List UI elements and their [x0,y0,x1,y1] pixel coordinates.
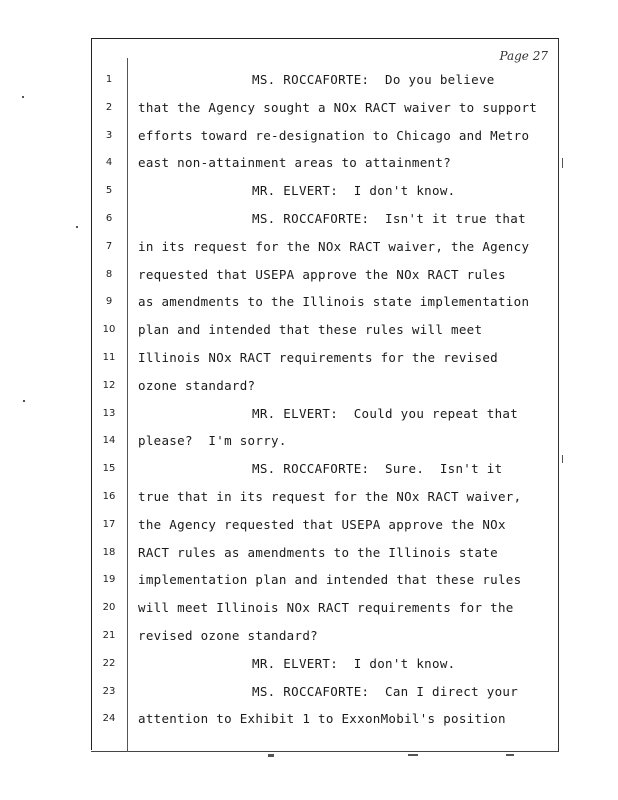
line-text: please? I'm sorry. [138,433,287,449]
line-text: MS. ROCCAFORTE: Sure. Isn't it [252,461,503,477]
line-text: requested that USEPA approve the NOx RACT rules [138,266,506,282]
transcript-line [0,348,618,368]
transcript-line [0,570,618,590]
transcript-line [0,126,618,146]
transcript-line [0,70,618,90]
line-text: implementation plan and intended that these rules [138,572,522,588]
transcript-line [0,292,618,312]
page-number-label: Page 27 [499,49,548,63]
line-text: MS. ROCCAFORTE: Do you believe [252,72,495,87]
line-text: will meet Illinois NOx RACT requirements for the [138,600,514,616]
transcript-line [0,682,618,702]
line-text: MR. ELVERT: Could you repeat that [252,405,519,421]
line-number: 11 [102,352,116,363]
line-text: the Agency requested that USEPA approve the NOx [138,516,506,532]
transcript-line [0,181,618,201]
line-text: ozone standard? [138,377,256,393]
line-number: 16 [102,491,116,502]
scan-speck [562,455,563,463]
transcript-line [0,459,618,479]
line-text: RACT rules as amendments to the Illinois state [138,544,498,560]
line-number: 5 [105,185,113,197]
line-text: revised ozone standard? [138,628,318,643]
line-number: 17 [102,518,116,530]
line-text: efforts toward re-designation to Chicago and Metro [138,127,530,143]
line-number: 19 [102,574,116,586]
transcript-line [0,598,618,618]
line-number: 12 [102,379,116,391]
transcript-line [0,265,618,285]
scan-speck [562,158,563,168]
line-number: 20 [102,602,116,614]
line-number: 15 [102,463,116,475]
line-number: 9 [105,296,113,308]
line-text: MR. ELVERT: I don't know. [252,655,456,671]
line-text: MS. ROCCAFORTE: Isn't it true that [252,211,526,226]
scan-speck [22,96,24,98]
transcript-line [0,237,618,257]
line-number: 6 [105,213,113,224]
transcript-line [0,98,618,118]
transcript-line [0,543,618,563]
transcript-line [0,626,618,646]
line-text: that the Agency sought a NOx RACT waiver to support [138,99,538,115]
line-number: 24 [102,713,116,725]
scan-speck [268,754,274,757]
transcript-line [0,320,618,340]
line-number: 23 [102,685,116,697]
line-text: MR. ELVERT: I don't know. [252,183,456,199]
transcript-line [0,515,618,535]
line-number: 18 [102,546,116,558]
line-text: in its request for the NOx RACT waiver, the Agency [138,238,530,254]
transcript-line [0,487,618,507]
transcript-line [0,376,618,396]
line-number: 1 [105,74,113,85]
line-number: 2 [105,101,113,113]
scan-speck [76,226,78,228]
line-number: 10 [102,324,116,336]
transcript-line [0,654,618,674]
line-number: 4 [105,157,113,169]
line-text: MS. ROCCAFORTE: Can I direct your [252,683,519,699]
line-number: 13 [102,407,116,419]
line-text: east non-attainment areas to attainment? [138,155,452,171]
scan-speck [408,754,418,756]
transcript-line [0,431,618,451]
line-number: 7 [105,240,113,252]
transcript-line [0,153,618,173]
transcript-line [0,404,618,424]
scan-speck [506,754,514,756]
transcript-line [0,709,618,729]
line-number: 14 [102,435,116,447]
line-text: plan and intended that these rules will meet [138,322,483,338]
line-number: 22 [102,657,116,669]
line-text: attention to Exhibit 1 to ExxonMobil's position [138,711,506,727]
line-number: 3 [105,129,113,141]
line-number: 21 [102,630,116,641]
transcript-line [0,209,618,229]
line-text: true that in its request for the NOx RACT waiver, [138,489,522,504]
line-number: 8 [105,268,113,280]
scan-speck [23,400,25,402]
line-text: as amendments to the Illinois state implementation [138,294,530,310]
line-text: Illinois NOx RACT requirements for the revised [138,350,498,365]
